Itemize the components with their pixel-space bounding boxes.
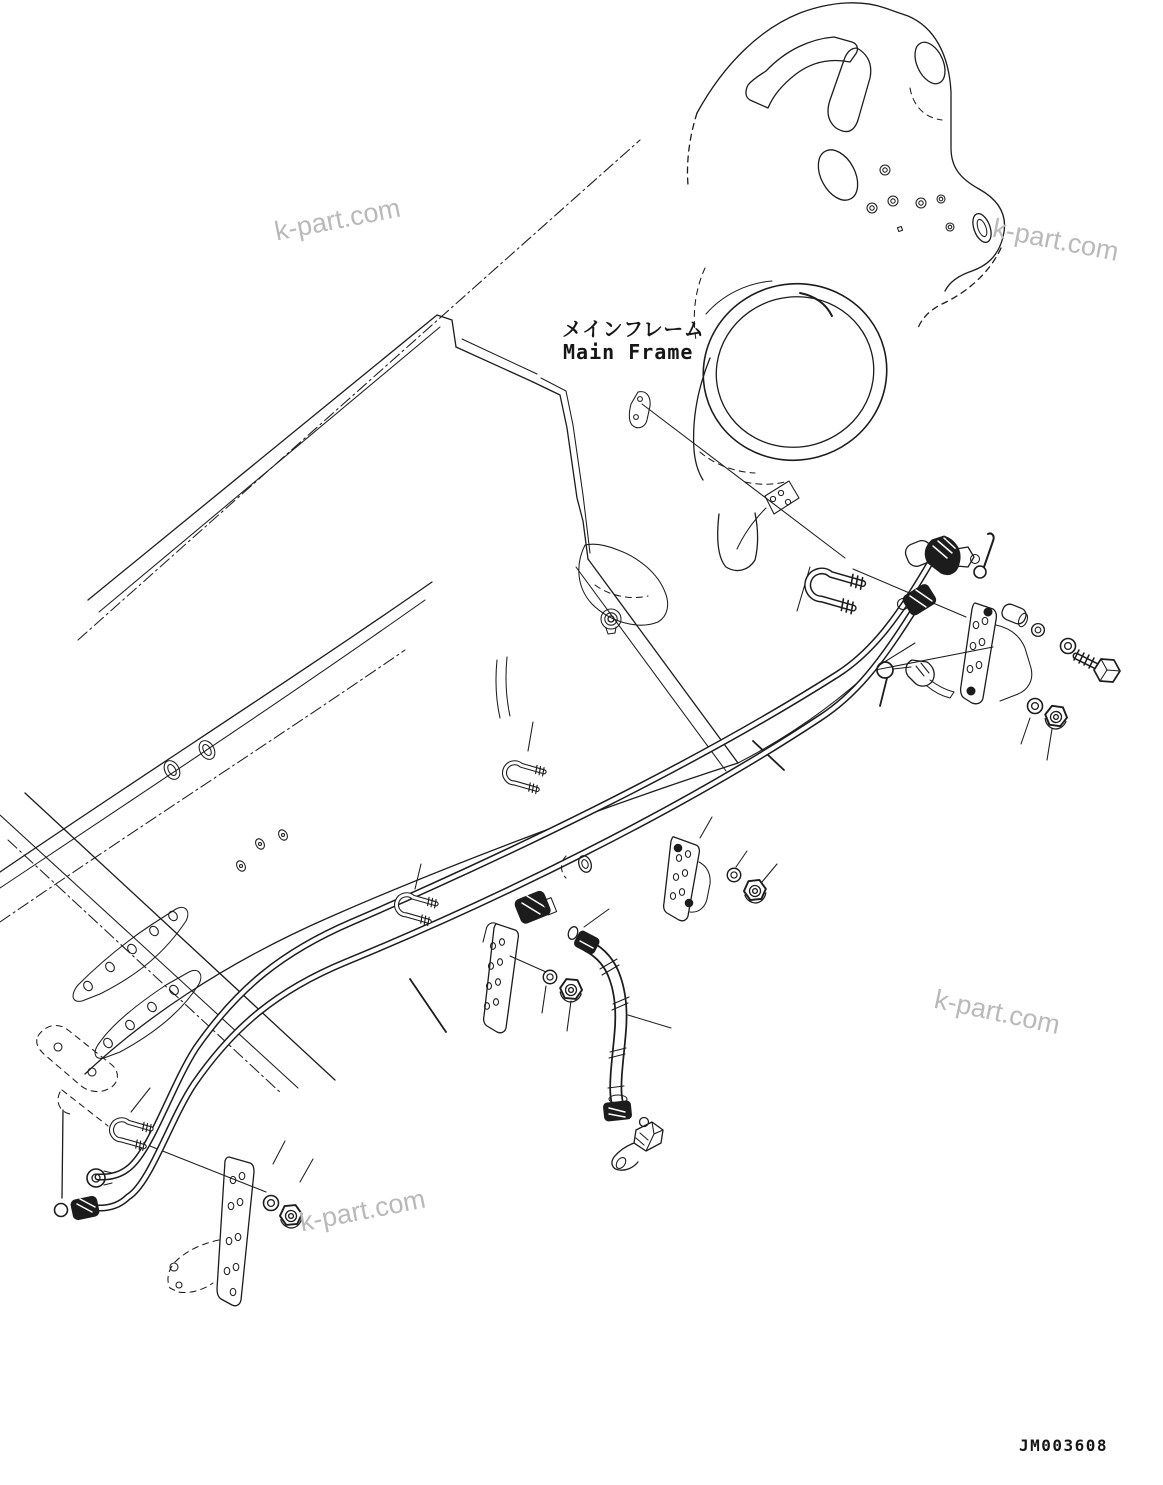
hydraulic-tube-upper	[98, 563, 930, 1177]
watermark-top-right: k-part.com	[990, 213, 1122, 267]
washer-2	[727, 868, 741, 882]
washer-1a	[1032, 624, 1045, 637]
frame-rail-upper-left	[0, 140, 640, 922]
elbow-fitting-top	[903, 536, 980, 575]
bracket-plate-3	[483, 923, 518, 1033]
bracket-plate-1	[961, 603, 1032, 704]
washer-4	[264, 1196, 279, 1211]
hex-nut-2	[743, 879, 767, 904]
u-bolt-clamp-1	[803, 555, 870, 617]
tag-plate	[629, 392, 650, 428]
washer-1b	[1028, 699, 1043, 714]
lock-washer-1	[1061, 639, 1076, 654]
bracket-plate-4	[168, 1157, 254, 1306]
cotter-pin-bottom	[55, 1110, 68, 1217]
bracket-plate-2	[664, 837, 711, 921]
cotter-pin-top	[974, 533, 994, 578]
watermark-mid-right: k-part.com	[931, 984, 1063, 1040]
hex-nut-1	[1043, 705, 1068, 730]
frame-label-english: Main Frame	[563, 340, 694, 364]
frame-rail-lower-left	[0, 738, 335, 1126]
frame-label-japanese: メインフレーム	[562, 317, 705, 341]
spacer	[1000, 602, 1029, 628]
u-bolt-clamp-2	[501, 751, 549, 796]
o-ring-elbow	[877, 660, 954, 698]
watermark-bottom-left: k-part.com	[297, 1183, 428, 1238]
union-fitting-top	[898, 583, 938, 617]
leader-lines	[131, 404, 1052, 1192]
hydraulic-tube-lower	[95, 605, 917, 1208]
union-fitting-bottom-lower	[70, 1196, 100, 1221]
hub-bore	[683, 263, 906, 484]
main-frame	[0, 3, 1005, 1126]
tee-fitting	[612, 1118, 663, 1171]
frame-top-plate	[85, 339, 877, 1074]
watermark-top-left: k-part.com	[272, 192, 403, 247]
drawing-number: JM003608	[1019, 1436, 1109, 1455]
grease-fitting	[601, 609, 621, 634]
washer-3	[543, 970, 557, 984]
hex-bolt	[1074, 650, 1120, 682]
union-fitting-hose	[514, 890, 557, 925]
hex-nut-3	[559, 979, 583, 1003]
frame-boss-plate	[737, 481, 799, 549]
hydraulic-hose	[573, 930, 632, 1122]
